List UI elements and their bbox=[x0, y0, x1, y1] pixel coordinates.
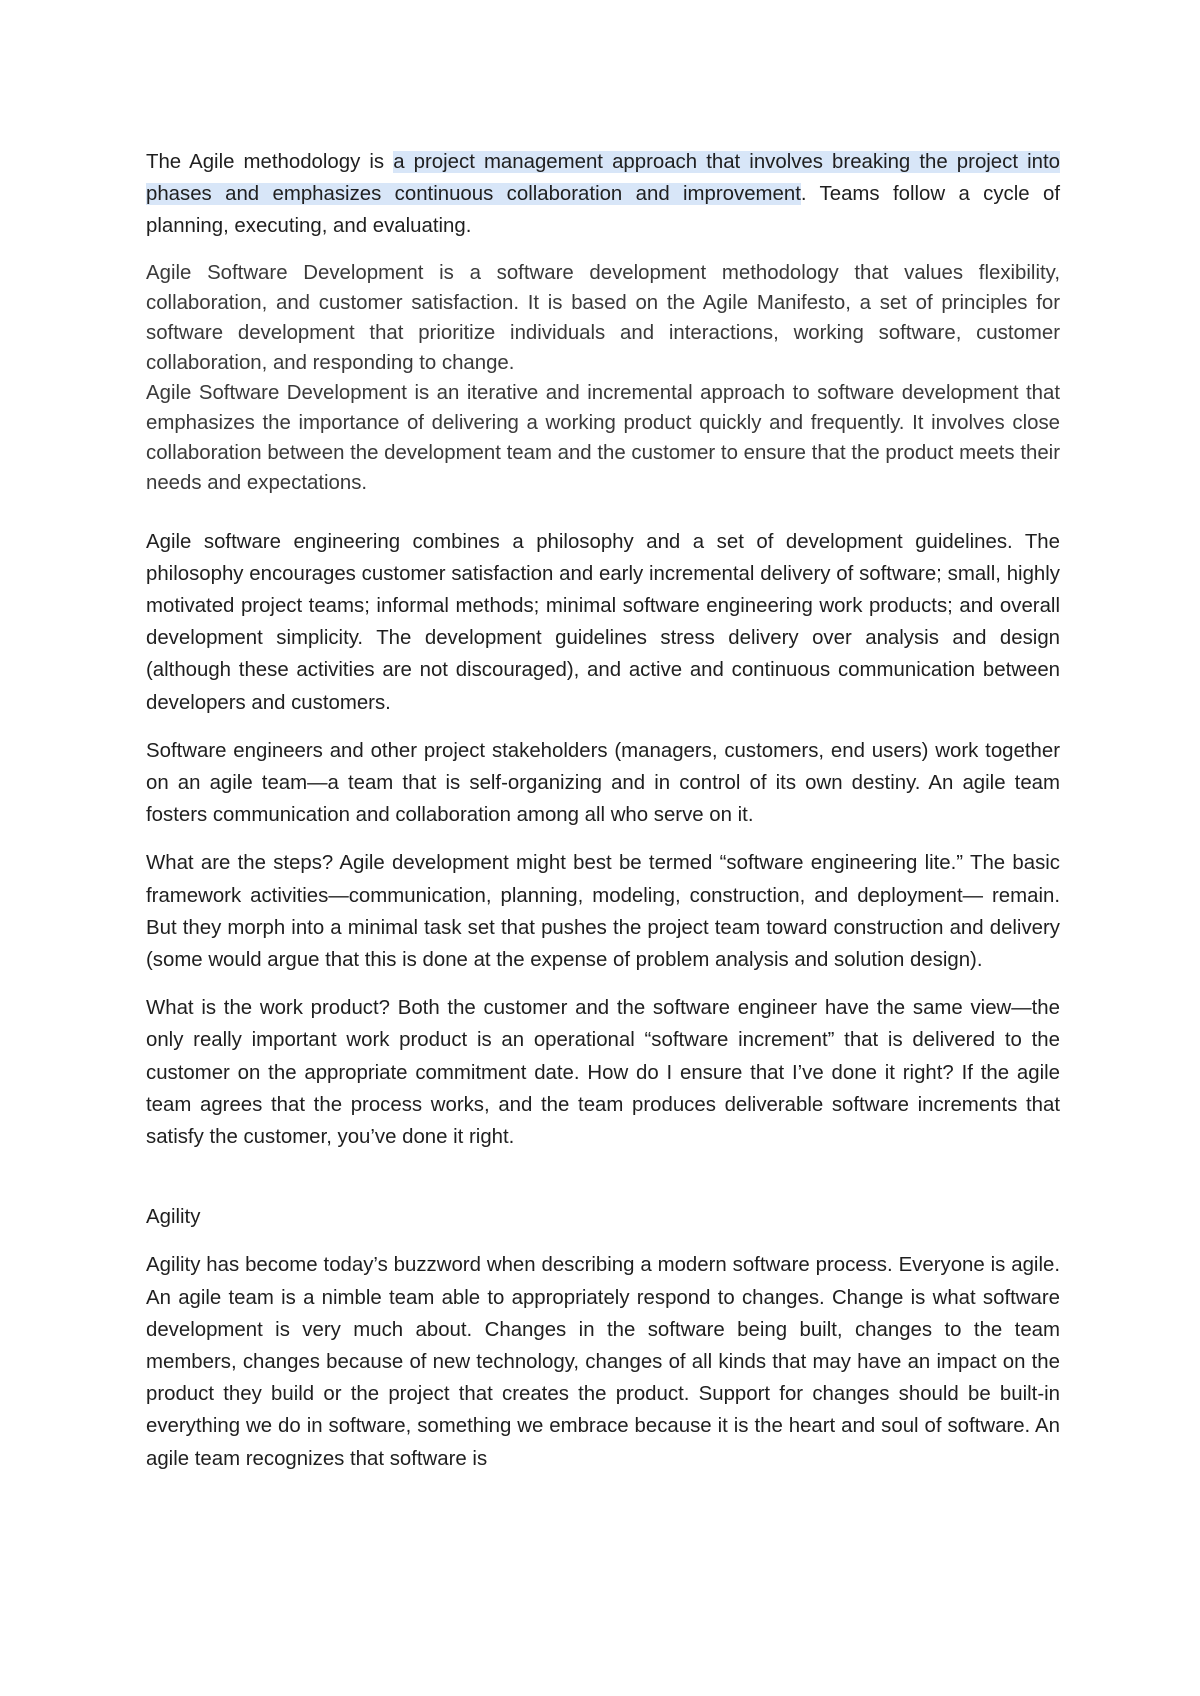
section-heading-agility: Agility bbox=[146, 1206, 201, 1229]
paragraph-agile-team: Software engineers and other project stakeholders (managers, customers, end users) work together on an agile team—a team that is self-organizing and in control of its own destiny. An agile team fosters communication and collaboration among all who serve on it. bbox=[146, 739, 1060, 827]
highlighted-text: a project management approach that involves breaking the project into phases and emphasizes continuous collaboration and improvement bbox=[146, 151, 1060, 206]
paragraph-agile-software-development-definition: Agile Software Development is a software development methodology that values flexibility, collaboration, and customer satisfaction. It is based on the Agile Manifesto, a set of principles for software development that prioritize individuals and interactions, working software, customer collaboration, and responding to change. bbox=[146, 261, 1060, 374]
paragraph-agility: Agility has become today’s buzzword when describing a modern software process. Everyone is agile. An agile team is a nimble team able to appropriately respond to changes. Change is what software development is very much about. Changes in the software being built, changes to the team members, changes because of new technology, changes of all kinds that may have an impact on the product they build or the project that creates the product. Support for changes should be built-in everything we do in software, something we embrace because it is the heart and soul of software. An agile team recognizes that software is bbox=[146, 1254, 1060, 1470]
paragraph-text: . Teams follow a cycle of planning, executing, and evaluating. bbox=[146, 183, 1060, 238]
paragraph-agile-iterative-approach: Agile Software Development is an iterative and incremental approach to software development that emphasizes the importance of delivering a working product quickly and frequently. It involves close collaboration between the development team and the customer to ensure that the product meets their needs and expectations. bbox=[146, 381, 1060, 494]
paragraph-steps: What are the steps? Agile development might best be termed “software engineering lite.” The basic framework activities—communication, planning, modeling, construction, and deployment— remain. But they morph into a minimal task set that pushes the project team toward construction and delivery (some would argue that this is done at the expense of problem analysis and solution design). bbox=[146, 852, 1060, 972]
paragraph-work-product: What is the work product? Both the customer and the software engineer have the same view—the only really important work product is an operational “software increment” that is delivered to the customer on the appropriate commitment date. How do I ensure that I’ve done it right? If the agile team agrees that the process works, and the team produces deliverable software increments that satisfy the customer, you’ve done it right. bbox=[146, 997, 1060, 1149]
document-body bbox=[146, 146, 1060, 1475]
paragraph-text: The Agile methodology is bbox=[146, 151, 394, 173]
paragraph-agile-engineering-philosophy: Agile software engineering combines a philosophy and a set of development guidelines. The philosophy encourages customer satisfaction and early incremental delivery of software; small, highly motivated project teams; informal methods; minimal software engineering work products; and overall development simplicity. The development guidelines stress delivery over analysis and design (although these activities are not discouraged), and active and continuous communication between developers and customers. bbox=[146, 530, 1060, 714]
paragraph-agile-methodology bbox=[146, 146, 1060, 243]
